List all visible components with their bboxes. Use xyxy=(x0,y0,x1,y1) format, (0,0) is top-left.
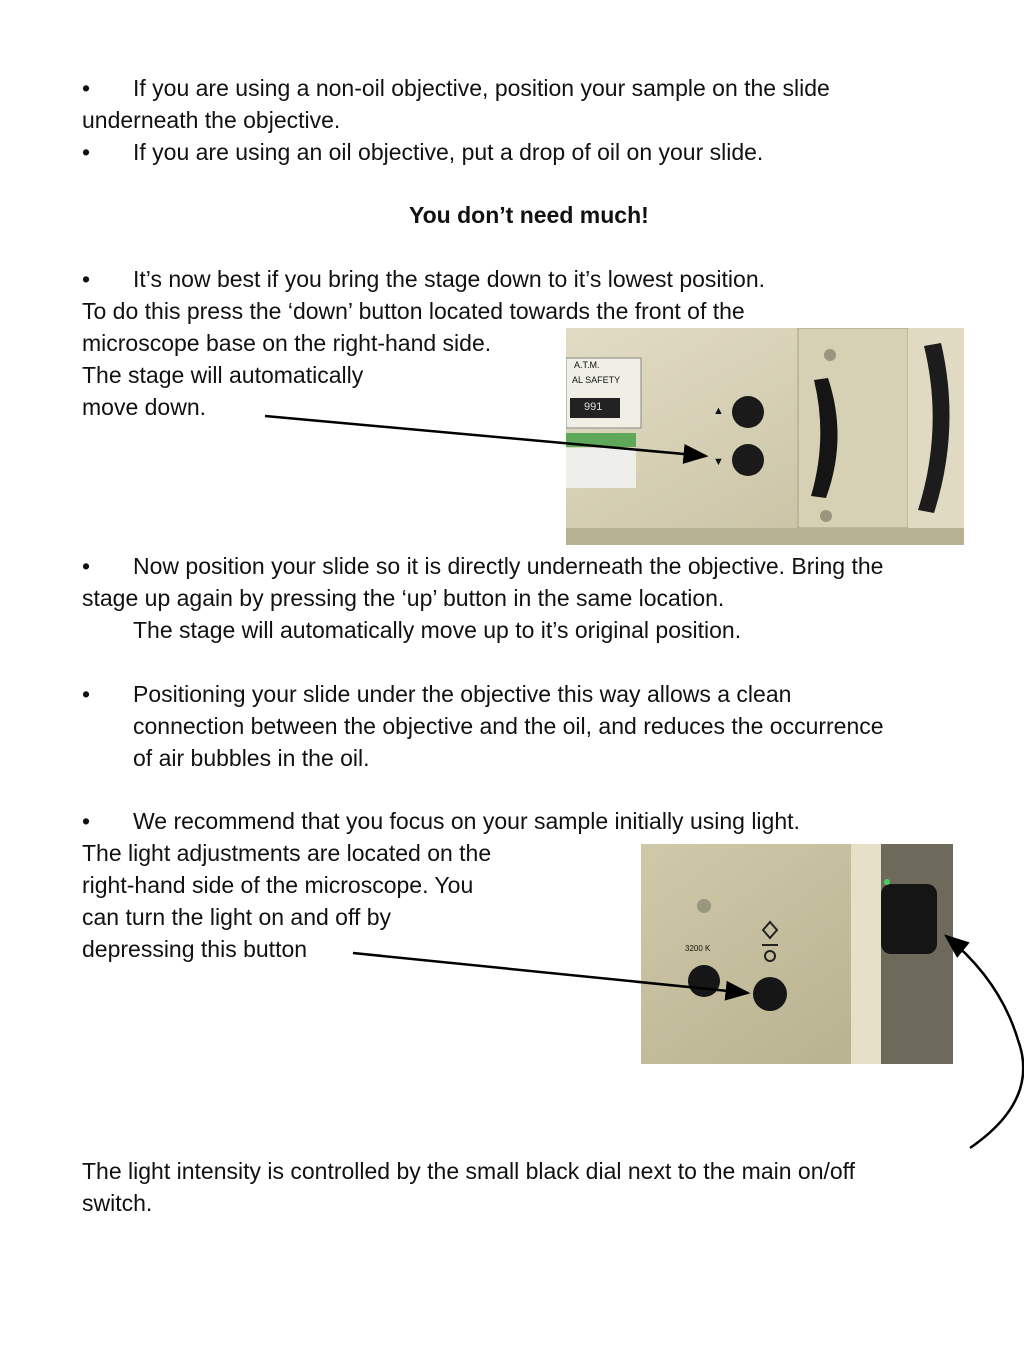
knob-label: 3200 K xyxy=(685,944,711,953)
paragraph-line: The light adjustments are located on the xyxy=(82,840,492,866)
bullet-text-continued: stage up again by pressing the ‘up’ button in the same location. xyxy=(82,585,725,611)
bullet-text-continued: of air bubbles in the oil. xyxy=(133,745,370,771)
up-arrow-icon: ▲ xyxy=(713,405,724,417)
bullet: • xyxy=(82,553,91,579)
bullet-text-continued: underneath the objective. xyxy=(82,107,341,133)
emphasis-heading: You don’t need much! xyxy=(409,202,649,228)
bullet: • xyxy=(82,266,91,292)
bullet-text: If you are using a non-oil objective, position your sample on the slide xyxy=(133,75,830,101)
paragraph-line: depressing this button xyxy=(82,936,308,962)
bullet: • xyxy=(82,808,91,834)
bullet: • xyxy=(82,139,91,165)
microscope-light-controls-photo xyxy=(641,844,953,1064)
bullet-text: Positioning your slide under the objective this way allows a clean xyxy=(133,681,792,707)
paragraph-line: The stage will automatically xyxy=(82,362,364,388)
paragraph-line: To do this press the ‘down’ button located towards the front of the xyxy=(82,298,745,324)
bullet-text-continued: The stage will automatically move up to it’s original position. xyxy=(133,617,742,643)
bullet-text-continued: connection between the objective and the oil, and reduces the occurrence xyxy=(133,713,884,739)
paragraph-line: right-hand side of the microscope. You xyxy=(82,872,474,898)
bullet: • xyxy=(82,681,91,707)
paragraph-line: move down. xyxy=(82,394,207,420)
paragraph-line: switch. xyxy=(82,1190,153,1216)
arrow-to-intensity-dial xyxy=(946,936,1023,1148)
bullet-text: We recommend that you focus on your sample initially using light. xyxy=(133,808,800,834)
microscope-stage-buttons-photo xyxy=(566,328,964,545)
sticker-number: 991 xyxy=(584,401,603,413)
down-arrow-icon: ▼ xyxy=(713,456,724,468)
bullet-text: If you are using an oil objective, put a drop of oil on your slide. xyxy=(133,139,764,165)
bullet-text: It’s now best if you bring the stage down to it’s lowest position. xyxy=(133,266,766,292)
paragraph-line: The light intensity is controlled by the small black dial next to the main on/off xyxy=(82,1158,856,1184)
bullet-text: Now position your slide so it is directly underneath the objective. Bring the xyxy=(133,553,884,579)
sticker-text: A.T.M. xyxy=(574,360,600,370)
paragraph-line: can turn the light on and off by xyxy=(82,904,392,930)
paragraph-line: microscope base on the right-hand side. xyxy=(82,330,492,356)
sticker-text: AL SAFETY xyxy=(572,375,621,385)
bullet: • xyxy=(82,75,91,101)
